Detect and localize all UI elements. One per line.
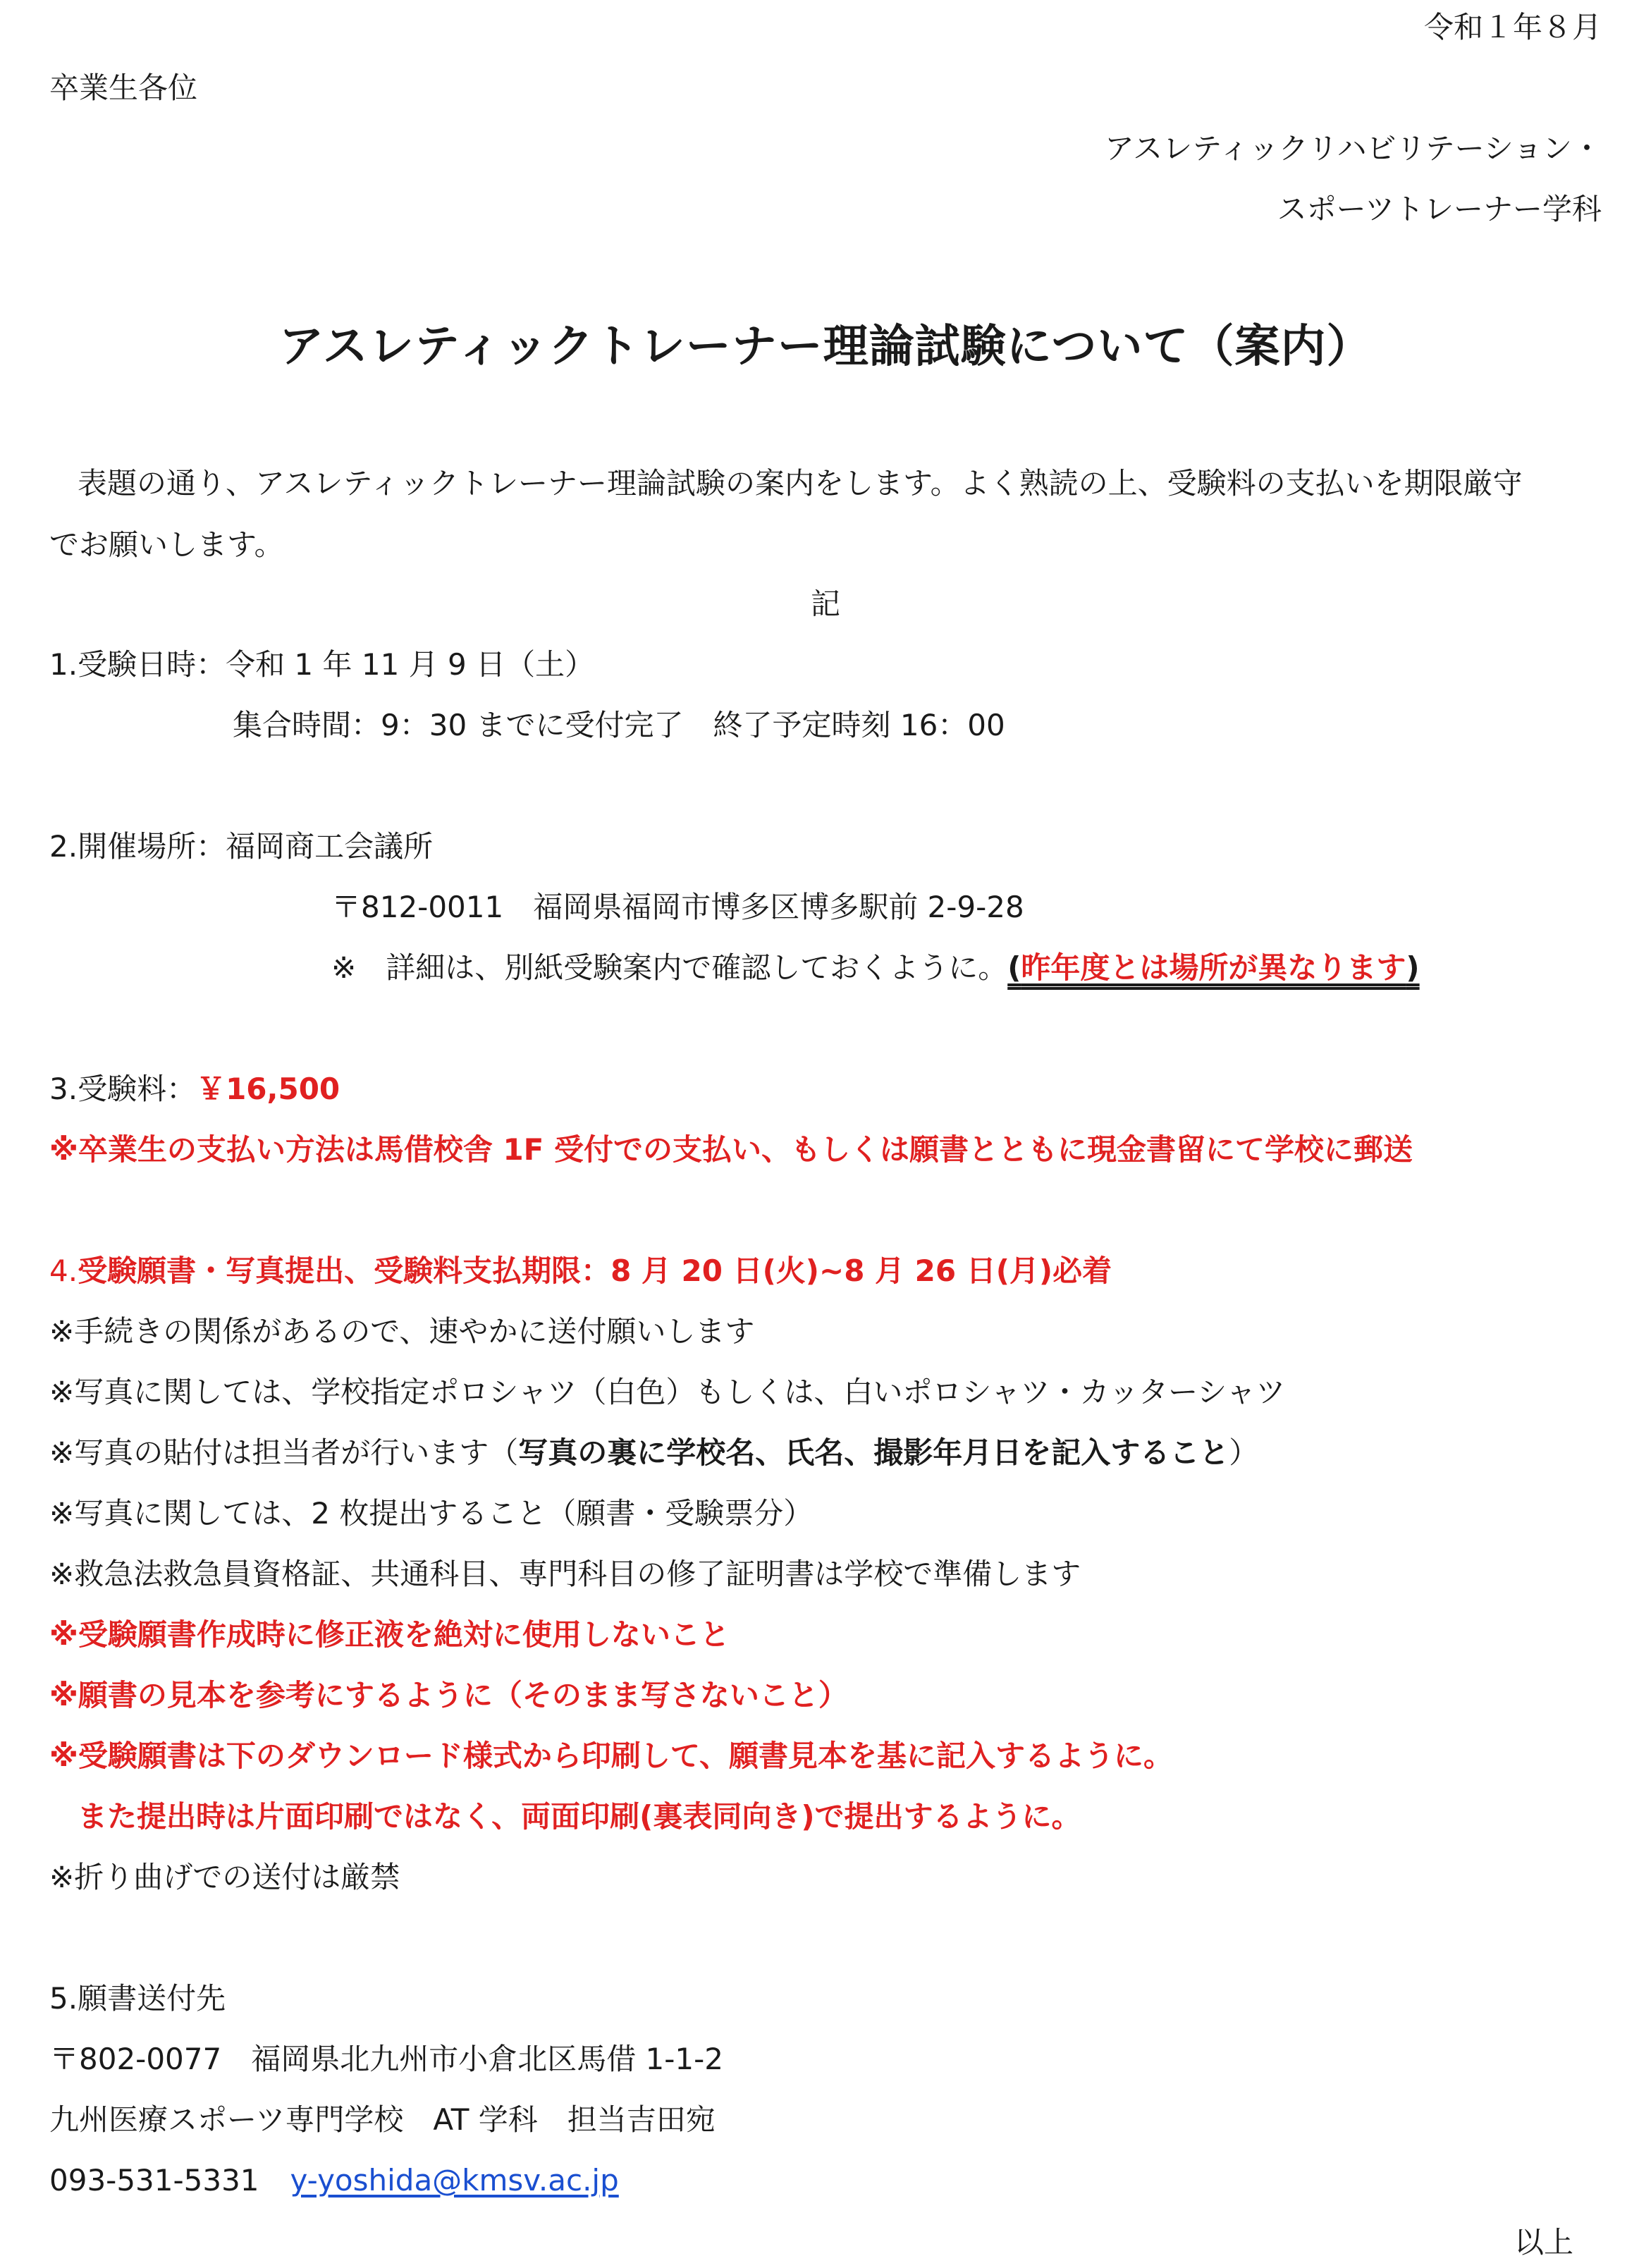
document-date: 令和１年８月 [1423,10,1602,44]
department-line-2: スポーツトレーナー学科 [1277,192,1602,226]
correction-fluid-warning: ※受験願書作成時に修正液を絶対に使用しないこと [49,1617,730,1652]
venue-note [331,950,1420,985]
photo-attire-note: ※写真に関しては、学校指定ポロシャツ（白色）もしくは、白いポロシャツ・カッターシャツ [49,1375,1286,1409]
duplex-print-instruction: また提出時は片面印刷ではなく、両面印刷(裏表同向き)で提出するように。 [78,1799,1081,1834]
photo-count-note: ※写真に関しては、2 枚提出すること（願書・受験票分） [49,1496,814,1531]
paren-open: ( [1007,950,1021,985]
send-to-address: 〒802-0077 福岡県北九州市小倉北区馬借 1-1-2 [49,2042,724,2076]
fee-label: 3.受験料： [49,1072,197,1106]
certificate-note: ※救急法救急員資格証、共通科目、専門科目の修了証明書は学校で準備します [49,1557,1081,1591]
email-link[interactable]: y-yoshida@kmsv.ac.jp [290,2163,619,2197]
intro-line-2: でお願いします。 [49,527,284,562]
no-folding-note: ※折り曲げでの送付は厳禁 [49,1860,400,1894]
venue-address: 〒812-0011 福岡県福岡市博多区博多駅前 2-9-28 [331,890,1024,924]
fee-line [49,1074,340,1104]
photo-attach-suffix: ） [1229,1435,1259,1470]
addressee: 卒業生各位 [49,71,198,105]
contact-line [49,2163,619,2197]
photo-attach-prefix: ※写真の貼付は担当者が行います（ [49,1435,519,1470]
document-title: アスレティックトレーナー理論試験について（案内） [278,321,1373,373]
venue-change-emphasis [1007,950,1419,985]
download-form-instruction: ※受験願書は下のダウンロード様式から印刷して、願書見本を基に記入するように。 [49,1739,1173,1773]
fee-amount: ￥16,500 [196,1072,340,1106]
sample-reference-warning: ※願書の見本を参考にするように（そのまま写さないこと） [49,1678,848,1712]
venue-note-text: ※ 詳細は、別紙受験案内で確認しておくように。 [331,950,1008,985]
photo-back-instruction: 写真の裏に学校名、氏名、撮影年月日を記入すること [518,1435,1229,1470]
ki-marker: 記 [810,587,840,621]
send-to-heading: 5.願書送付先 [49,1981,226,2016]
procedure-note: ※手続きの関係があるので、速やかに送付願いします [49,1314,755,1349]
intro-line-1: 表題の通り、アスレティックトレーナー理論試験の案内をします。よく熟読の上、受験料の支払いを期限厳守 [78,466,1523,501]
deadline-text: 受験願書・写真提出、受験料支払期限：8 月 20 日(火)~8 月 26 日(月)必着 [78,1253,1112,1288]
section-4-number: 4. [49,1253,78,1288]
send-to-school: 九州医療スポーツ専門学校 AT 学科 担当吉田宛 [49,2102,716,2137]
closing-mark: 以上 [1514,2225,1573,2260]
payment-method-note: ※卒業生の支払い方法は馬借校舎 1F 受付での支払い、もしくは願書とともに現金書留にて学校に郵送 [49,1132,1413,1167]
venue-line: 2.開催場所：福岡商工会議所 [49,829,434,864]
photo-attach-note [49,1435,1259,1470]
assembly-time-line: 集合時間：9：30 までに受付完了 終了予定時刻 16：00 [233,708,1005,742]
venue-change-text: 昨年度とは場所が異なります [1021,950,1406,985]
department-line-1: アスレティックリハビリテーション・ [1104,131,1602,166]
paren-close: ) [1406,950,1420,985]
phone-number: 093-531-5331 [49,2163,259,2197]
exam-date-line: 1.受験日時：令和 1 年 11 月 9 日（土） [49,647,595,682]
deadline-heading [49,1253,1112,1288]
